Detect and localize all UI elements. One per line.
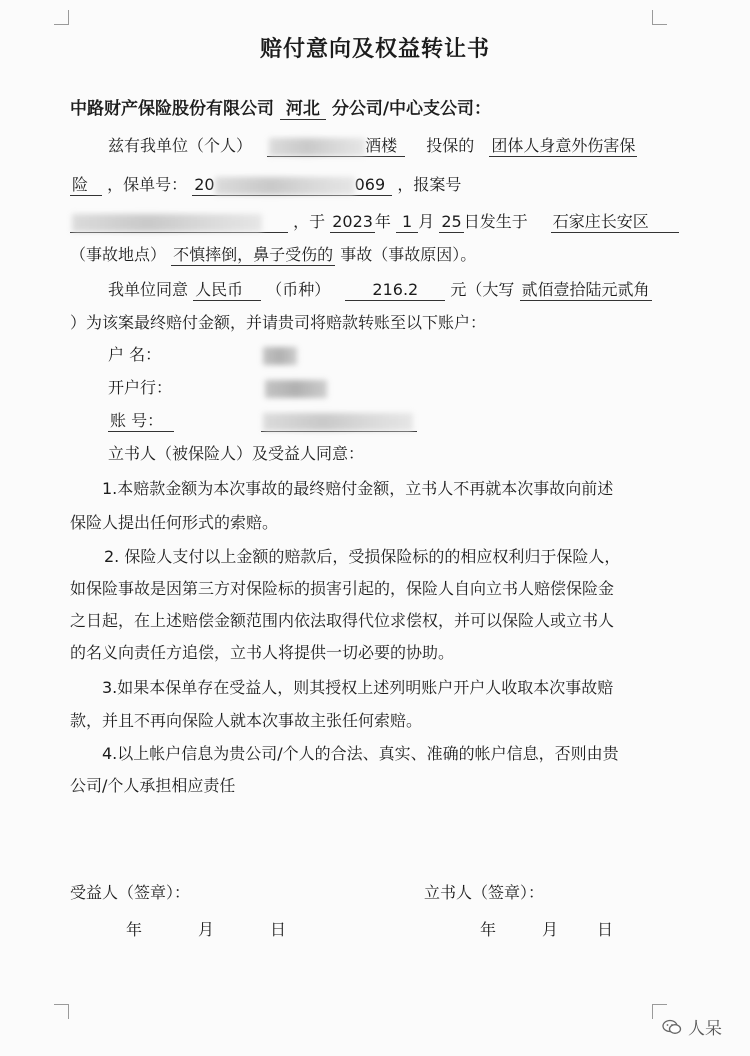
clause-line: 保险人提出任何形式的索赔。 (70, 513, 279, 532)
amount-text: 我单位同意 (108, 280, 189, 299)
corner-mark (54, 1004, 69, 1019)
writer-date-month: 月 (542, 920, 559, 939)
accident-location: 石家庄长安区 (551, 212, 679, 233)
policy-suffix: 069 (354, 175, 386, 194)
amount-value: 216.2 (345, 280, 445, 301)
redacted-area (265, 380, 327, 398)
month-unit: 月 (418, 212, 435, 231)
redacted-area (269, 138, 365, 156)
clause-line: 1.本赔款金额为本次事故的最终赔付金额，立书人不再就本次事故向前述 (102, 479, 614, 498)
policy-number-field (192, 175, 392, 196)
clause-line: 的名义向责任方追偿，立书人将提供一切必要的协助。 (70, 643, 455, 662)
writer-date-year: 年 (480, 920, 497, 939)
amount-text: 元（大写 (450, 280, 515, 299)
policy-prefix: 20 (194, 175, 215, 194)
writer-date-day: 日 (597, 920, 614, 939)
intro-line-2 (70, 174, 461, 196)
redacted-area (215, 177, 355, 195)
clause-line: 之日起，在上述赔偿金额范围内依法取得代位求偿权，并可以保险人或立书人 (70, 611, 615, 630)
intro-text: 兹有我单位（个人） (108, 136, 253, 155)
accident-year: 2023 (332, 212, 373, 231)
report-label: ，报案号 (397, 175, 462, 194)
redacted-area (263, 347, 297, 365)
account-number-label: 账 号： (108, 411, 174, 432)
year-unit: 年 (374, 212, 391, 231)
day-unit: 日发生于 (463, 212, 528, 231)
account-number-field (261, 411, 417, 432)
account-bank-label: 开户行： (108, 378, 173, 397)
insured-name-field (267, 136, 405, 157)
account-name-label: 户 名： (108, 345, 162, 364)
clause-line: 公司/个人承担相应责任 (70, 776, 236, 795)
province: 河北 (280, 99, 326, 120)
amount-line-2 (70, 312, 486, 334)
account-number-row (108, 410, 417, 432)
amount-text: ）为该案最终赔付金额，并请贵司将赔款转账至以下账户： (70, 313, 487, 332)
company-name: 中路财产保险股份有限公司 (70, 99, 274, 119)
on-label: ，于 (293, 212, 326, 231)
policy-label: ，保单号： (107, 175, 188, 194)
amount-line-1 (108, 279, 652, 301)
amount-upper: 贰佰壹拾陆元贰角 (521, 280, 650, 299)
clause-line: 4.以上帐户信息为贵公司/个人的合法、真实、准确的帐户信息，否则由贵 (102, 744, 619, 763)
wechat-icon (662, 1019, 682, 1040)
insurance-product: 团体人身意外伤害保 (491, 136, 636, 155)
writer-signature-label: 立书人（签章）： (424, 883, 545, 902)
clause-line: 3.如果本保单存在受益人，则其授权上述列明账户开户人收取本次事故赔 (102, 678, 614, 697)
watermark-text: 人呆 (688, 1019, 722, 1039)
accident-day: 25 (441, 212, 462, 231)
currency-label: （币种） (266, 280, 331, 299)
insured-suffix: 酒楼 (365, 136, 398, 155)
intro-line-1 (108, 135, 637, 157)
account-bank-row (108, 377, 327, 399)
beneficiary-date-day: 日 (270, 920, 287, 939)
insurance-product-end: 险 (70, 175, 102, 196)
cause-label: 事故（事故原因）。 (340, 245, 477, 264)
beneficiary-date-year: 年 (126, 920, 143, 939)
currency: 人民币 (193, 280, 261, 301)
document-title: 赔付意向及权益转让书 (259, 37, 490, 62)
redacted-area (72, 214, 262, 232)
location-label: （事故地点） (70, 245, 167, 264)
report-number-field (70, 212, 288, 233)
intro-text: 投保的 (426, 136, 475, 155)
clause-line: 2. 保险人支付以上金额的赔款后，受损保险标的的相应权利归于保险人， (104, 547, 621, 566)
intro-line-4 (70, 244, 476, 266)
clause-line: 如保险事故是因第三方对保险标的损害引起的，保险人自向立书人赔偿保险金 (70, 579, 615, 598)
branch-label: 分公司/中心支公司： (331, 99, 492, 119)
clause-line: 款，并且不再向保险人就本次事故主张任何索赔。 (70, 711, 423, 730)
agreement-heading: 立书人（被保险人）及受益人同意： (108, 444, 365, 463)
beneficiary-date-month: 月 (198, 920, 215, 939)
redacted-area (263, 413, 413, 431)
accident-cause: 不慎摔倒，鼻子受伤的 (173, 245, 334, 264)
addressee-line (70, 98, 491, 120)
watermark (662, 1014, 722, 1040)
beneficiary-signature-label: 受益人（签章）： (70, 883, 191, 902)
intro-line-3 (70, 211, 679, 233)
accident-month: 1 (396, 212, 418, 233)
corner-mark (54, 10, 69, 25)
corner-mark (652, 10, 667, 25)
account-name-row (108, 344, 297, 366)
